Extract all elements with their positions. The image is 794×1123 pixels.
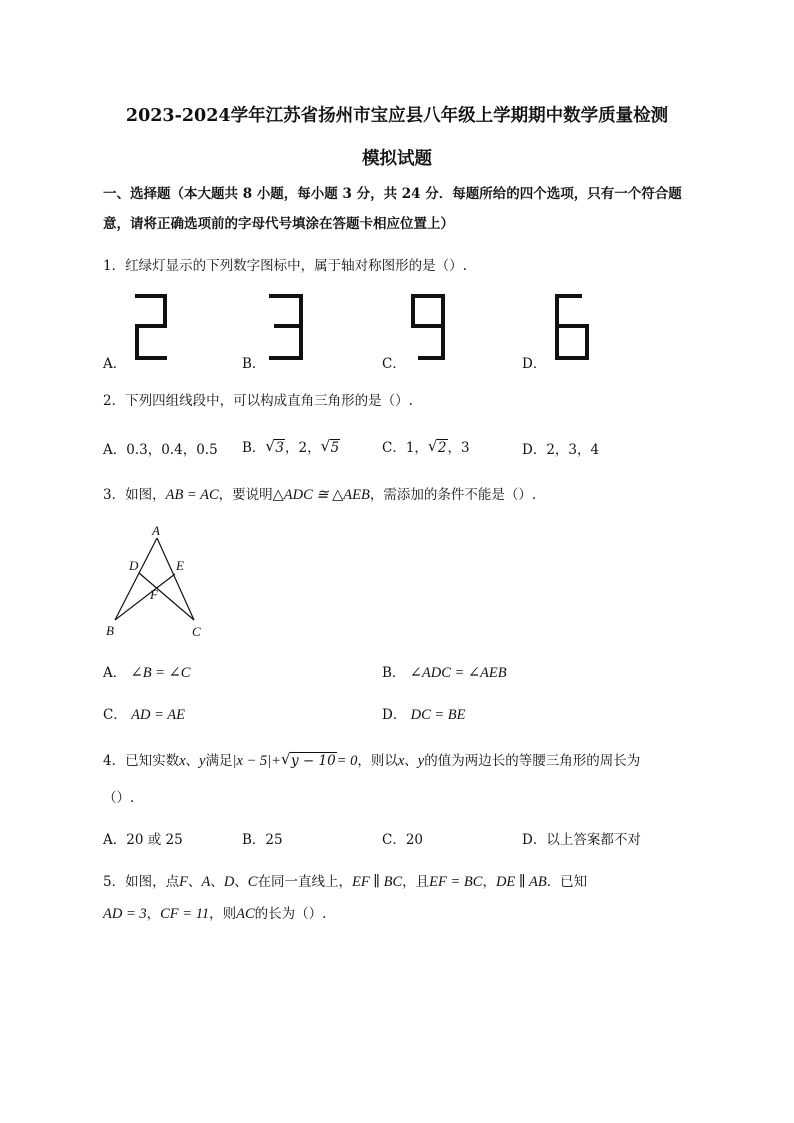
q3-figure-triangle xyxy=(100,520,220,646)
q3-option-a: A． ∠B = ∠C xyxy=(103,665,191,681)
q1-option-d-digit-6 xyxy=(554,293,590,361)
q4-option-c: C．20 xyxy=(382,832,424,848)
label-point-e: E xyxy=(176,558,184,573)
q4-option-b: B．25 xyxy=(242,832,283,848)
abs-x-minus-5: |x − 5| xyxy=(232,753,272,769)
q5-stem-line2: AD = 3，CF = 11，则AC的长为（）. xyxy=(103,906,327,922)
sqrt-3: √ 3 xyxy=(265,437,285,456)
q1-option-b-label: B． xyxy=(242,356,266,372)
q2-stem: 2．下列四组线段中，可以构成直角三角形的是（）. xyxy=(103,393,413,409)
q5-stem-line1: 5．如图，点F、A、D、C在同一直线上，EF ∥ BC，且EF = BC，DE ∥ AB．已知 xyxy=(103,874,588,890)
q4-stem-line2: （）. xyxy=(103,790,135,806)
line-ab xyxy=(115,538,157,620)
section-instructions-line2: 意，请将正确选项前的字母代号填涂在答题卡相应位置上） xyxy=(103,216,454,232)
line-bd-ec xyxy=(115,574,175,620)
q3-option-c: C． AD = AE xyxy=(103,707,185,723)
q1-option-a-digit-2 xyxy=(134,293,168,361)
sqrt-y-minus-10: √ y − 10 xyxy=(280,750,336,769)
q2-option-a: A．0.3，0.4，0.5 xyxy=(103,442,218,458)
q1-option-c-digit-9 xyxy=(410,293,446,361)
q1-option-d-label: D． xyxy=(522,356,547,372)
q4-option-d: D．以上答案都不对 xyxy=(522,832,641,848)
q2-option-b-label: B． xyxy=(242,440,266,456)
q1-stem: 1．红绿灯显示的下列数字图标中，属于轴对称图形的是（）. xyxy=(103,258,467,274)
q2-option-b: B． √ 3，2， √ 5 xyxy=(242,437,340,456)
q4-stem-line1: 4．已知实数x、y满足|x − 5|+ √ y − 10= 0，则以x、y的值为两边长的等腰三角形的周长为 xyxy=(103,750,641,769)
q1-option-c-label: C． xyxy=(382,356,406,372)
sqrt-5: √ 5 xyxy=(320,437,340,456)
document-title-line1: 2023-2024学年江苏省扬州市宝应县八年级上学期期中数学质量检测 xyxy=(125,106,669,126)
q3-stem: 3．如图，AB = AC，要说明△ADC ≅ △AEB，需添加的条件不能是（）. xyxy=(103,487,537,503)
document-title-line2: 模拟试题 xyxy=(362,149,432,169)
label-point-f: F xyxy=(150,587,158,602)
label-point-d: D xyxy=(129,558,139,573)
q1-option-b-digit-3 xyxy=(268,293,304,361)
q1-option-a-label: A． xyxy=(103,356,127,372)
label-point-c: C xyxy=(192,624,201,639)
q3-option-b: B． ∠ADC = ∠AEB xyxy=(382,665,507,681)
q3-option-d: D． DC = BE xyxy=(382,707,466,723)
label-point-b: B xyxy=(106,623,114,638)
line-ac xyxy=(157,538,194,620)
q2-option-c: C．1， √ 2，3 xyxy=(382,437,470,456)
section-instructions-line1: 一、选择题（本大题共 8 小题，每小题 3 分，共 24 分．每题所给的四个选项，只有一个符合题 xyxy=(103,186,682,202)
label-point-a: A xyxy=(152,523,160,538)
sqrt-2: √ 2 xyxy=(427,437,447,456)
q2-option-d: D．2，3，4 xyxy=(522,442,600,458)
q4-option-a: A．20 或 25 xyxy=(103,832,183,848)
